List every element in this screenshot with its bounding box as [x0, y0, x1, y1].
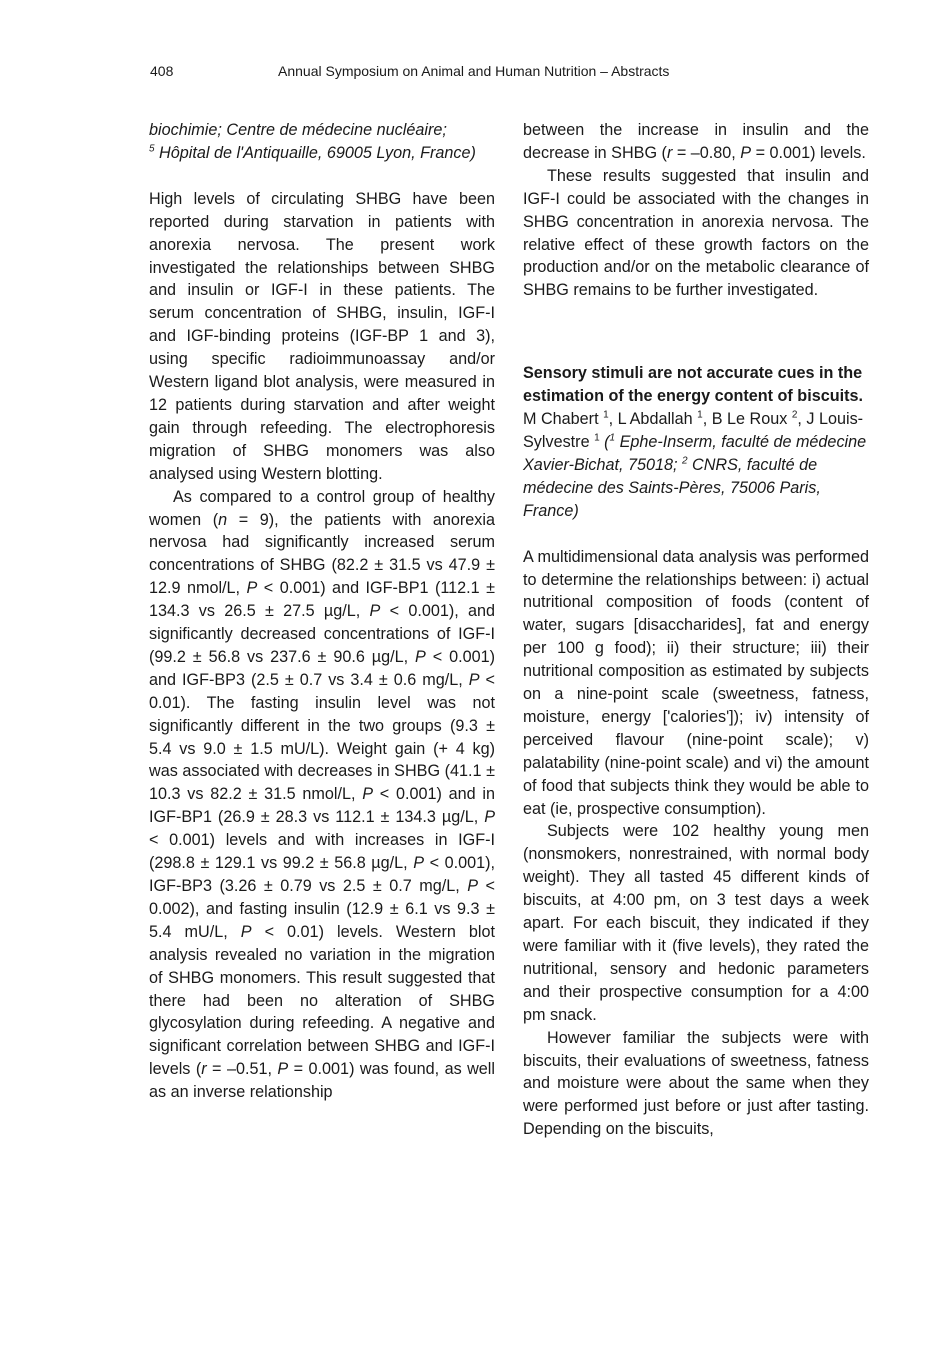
- abstract-paragraph: Subjects were 102 healthy young men (nonsmokers, nonrestrained, with normal body weight). They all tasted 45 different kinds of biscuits, at 4:00 pm, on 3 test days a week apart. For each biscuit, they indicated if they were familiar with it (five levels), they rated the nutritional, sensory and hedonic parameters and their prospective consumption for a 4:00 pm snack.: [523, 822, 869, 1024]
- abstract-paragraph: However familiar the subjects were with biscuits, their evaluations of sweetness, fatness and moisture were about the same when they were performed just before or just after tasting. Depending on the biscuits,: [523, 1028, 869, 1139]
- running-title: Annual Symposium on Animal and Human Nutrition – Abstracts: [278, 63, 670, 79]
- abstract-paragraph: As compared to a control group of healthy women (n = 9), the patients with anorexia nervosa had significantly increased serum concentrations of SHBG (82.2 ± 31.5 vs 47.9 ± 12.9 nmol/L, P < 0.001) and IGF-BP1 (112.1 ± 134.3 vs 26.5 ± 27.5 µg/L, P < 0.001), and significantly decreased concentrations of IGF-I (99.2 ± 56.8 vs 237.6 ± 90.6 µg/L, P < 0.001) and IGF-BP3 (2.5 ± 0.7 vs 3.4 ± 0.6 mg/L, P < 0.01). The fasting insulin level was not significantly different in the two groups (9.3 ± 5.4 vs 9.0 ± 1.5 mU/L). Weight gain (+ 4 kg) was associated with decreases in SHBG (41.1 ± 10.3 vs 82.2 ± 31.5 nmol/L, P < 0.001) and in IGF-BP1 (26.9 ± 28.3 vs 112.1 ± 134.3 µg/L, P < 0.001) levels and with increases in IGF-I (298.8 ± 129.1 vs 99.2 ± 56.8 µg/L, P < 0.001), IGF-BP3 (3.26 ± 0.79 vs 2.5 ± 0.7 mg/L, P < 0.002), and fasting insulin (12.9 ± 6.1 vs 9.3 ± 5.4 mU/L, P < 0.01) levels. Western blot analysis revealed no variation in the migration of SHBG monomers. This result suggested that there had been no alteration of SHBG glycosylation during refeeding. A negative and significant correlation between SHBG and IGF-I levels (r = –0.51, P = 0.001) was found, as well as an inverse relationship: [149, 487, 496, 1102]
- abstract-heading: [523, 362, 869, 522]
- abstract-authors: M Chabert $^1$, L Abdallah $^1$, B Le Roux $^2$, J Louis-Sylvestre $^1$: [523, 409, 864, 451]
- section-gap: [523, 302, 869, 362]
- page-header: [150, 63, 870, 83]
- left-column: [149, 119, 495, 1104]
- abstract-paragraph: between the increase in insulin and the decrease in SHBG (r = –0.80, P = 0.001) levels.: [523, 121, 869, 162]
- abstract-affiliations: ($^1$ Ephe-Inserm, faculté de médecine Xavier-Bichat, 75018; $^2$ CNRS, faculté de médecine des Saints-Pères, 75006 Paris, France): [523, 432, 867, 520]
- abstract-title: Sensory stimuli are not accurate cues in the estimation of the energy content of biscuits.: [523, 364, 863, 406]
- abstract-paragraph: High levels of circulating SHBG have been reported during starvation in patients with anorexia nervosa. The present work investigated the relationships between SHBG and insulin or IGF-I in these patients. The serum concentration of SHBG, insulin, IGF-I and IGF-binding proteins (IGF-BP 1 and 3), using specific radioimmunoassay and/or Western ligand blot analysis, were measured in 12 patients during starvation and after weight gain through refeeding. The electrophoresis migration of SHBG monomers was also analysed using Western blotting.: [149, 189, 495, 483]
- page-number: 408: [150, 63, 174, 79]
- right-column: [523, 119, 869, 1141]
- abstract-conclusion: These results suggested that insulin and IGF-I could be associated with the changes in SHBG concentration in anorexia nervosa. The relative effect of these growth factors on the production and/or on the metabolic clearance of SHBG remains to be further investigated.: [523, 166, 869, 300]
- author-affiliation-continued: biochimie; Centre de médecine nucléaire; $^5$ Hôpital de l'Antiquaille, 69005 Lyon, France): [149, 121, 476, 162]
- abstract-paragraph: A multidimensional data analysis was performed to determine the relationships between: i) actual nutritional composition of foods (content of water, sugars [disaccharides], fat and energy per 100 g food); ii) their structure; iii) their nutritional composition as estimated by subjects on a nine-point scale (sweetness, fatness, moisture, energy ['calories']); iv) intensity of perceived flavour (nine-point scale); v) palatability (nine-point scale) and vi) the amount of food that subjects think they would be able to eat (ie, prospective consumption).: [523, 547, 869, 818]
